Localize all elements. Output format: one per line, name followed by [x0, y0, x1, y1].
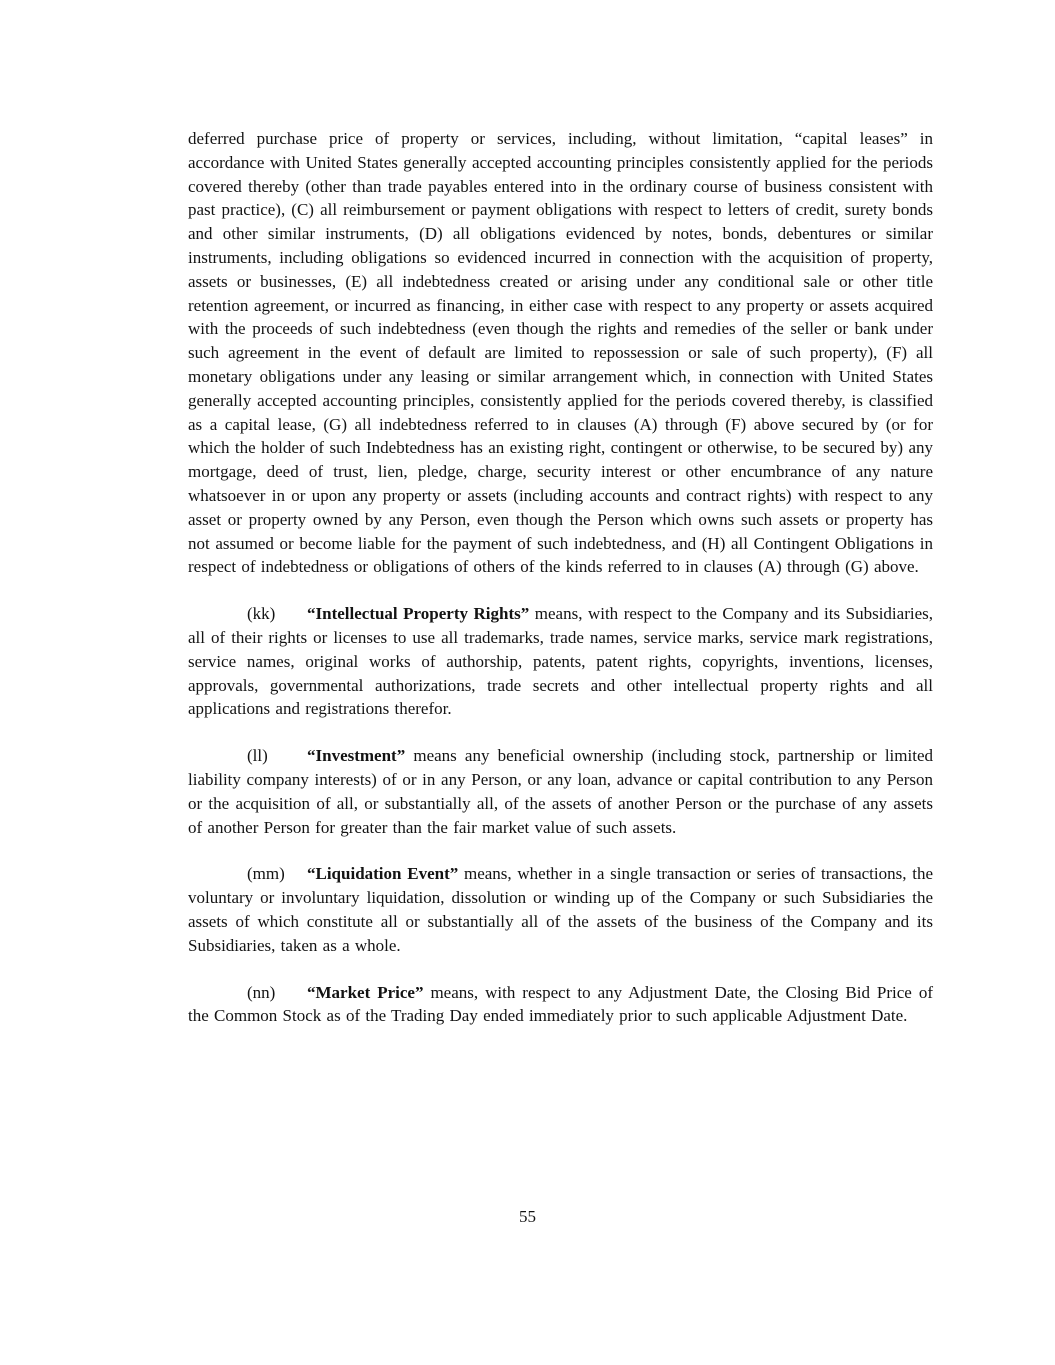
paragraph-indebtedness-clauses: deferred purchase price of property or services, including, without limitation, “capital leases” in accordance with United States generally accepted accounting principles consistently applied for the periods covered thereby (other than trade payables entered into in the ordinary course of business consistent with past practice), (C) all reimbursement or payment obligations with respect to letters of credit, surety bonds and other similar instruments, (D) all obligations evidenced by notes, bonds, debentures or similar instruments, including obligations so evidenced incurred in connection with the acquisition of property, assets or businesses, (E) all indebtedness created or arising under any conditional sale or other title retention agreement, or incurred as financing, in either case with respect to any property or assets acquired with the proceeds of such indebtedness (even though the rights and remedies of the seller or bank under such agreement in the event of default are limited to repossession or sale of such property), (F) all monetary obligations under any leasing or similar arrangement which, in connection with United States generally accepted accounting principles, consistently applied for the periods covered thereby, is classified as a capital lease, (G) all indebtedness referred to in clauses (A) through (F) above secured by (or for which the holder of such Indebtedness has an existing right, contingent or otherwise, to be secured by) any mortgage, deed of trust, lien, pledge, charge, security interest or other encumbrance of any nature whatsoever in or upon any property or assets (including accounts and contract rights) with respect to any asset or property owned by any Person, even though the Person which owns such assets or property has not assumed or become liable for the payment of such indebtedness, and (H) all Contingent Obligations in respect of indebtedness or obligations of others of the kinds referred to in clauses (A) through (G) above. [188, 129, 933, 577]
definition-text: means any beneficial ownership (including stock, partnership or limited liability company interests) of or in any Person, or any loan, advance or capital contribution to any Person or the acquisition of all, or substantially all, of the assets of another Person or the purchase of any assets of another Person for greater than the fair market value of such assets. [188, 746, 933, 837]
definition-term: “Intellectual Property Rights” [307, 604, 530, 624]
text-block [188, 127, 933, 1051]
definition-term: “Market Price” [307, 982, 424, 1002]
definition-text: means, whether in a single transaction or series of transactions, the voluntary or involuntary liquidation, dissolution or winding up of the Company or such Subsidiaries the assets of which constitute all or substantially all of the assets of the business of the Company and its Subsidiaries, taken as a whole. [188, 864, 933, 955]
page-number: 55 [519, 1207, 536, 1226]
definition-nn [188, 981, 933, 1029]
definition-kk [188, 602, 933, 721]
definition-label: (nn) [247, 982, 276, 1002]
definition-text: means, with respect to any Adjustment Date, the Closing Bid Price of the Common Stock as of the Trading Day ended immediately prior to such applicable Adjustment Date. [188, 982, 933, 1026]
definition-label: (kk) [247, 604, 276, 624]
definition-term: “Liquidation Event” [307, 864, 459, 884]
definition-text: means, with respect to the Company and its Subsidiaries, all of their rights or licenses to use all trademarks, trade names, service marks, service mark registrations, service names, original works of authorship, patents, patent rights, copyrights, inventions, licenses, approvals, governmental authorizations, trade secrets and other intellectual property rights and all applications and registrations therefor. [188, 604, 933, 719]
definition-mm [188, 862, 933, 957]
definition-label: (mm) [247, 864, 285, 884]
definition-ll [188, 744, 933, 839]
definition-term: “Investment” [307, 746, 406, 766]
definition-label: (ll) [247, 746, 268, 766]
